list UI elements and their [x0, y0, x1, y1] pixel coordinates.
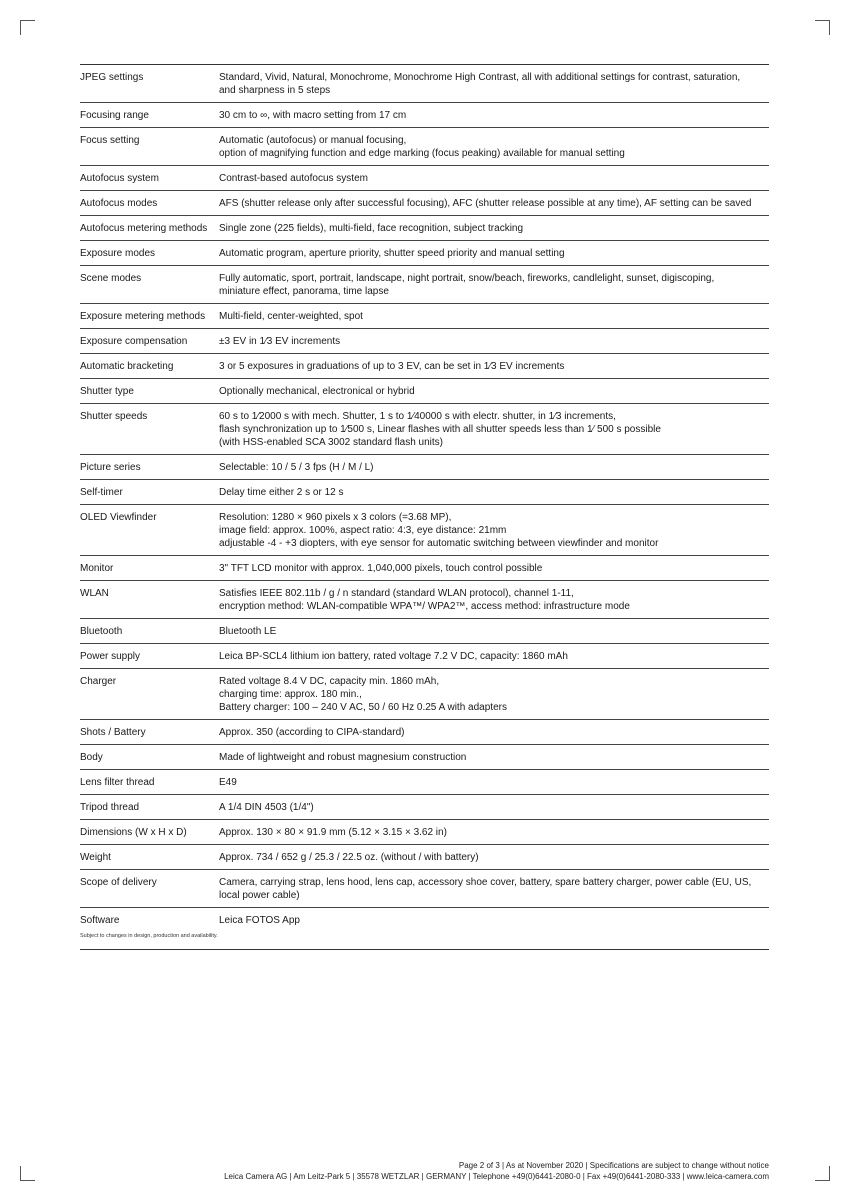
crop-mark-bottom-right — [815, 1166, 830, 1181]
spec-value — [219, 562, 769, 575]
spec-value — [219, 385, 769, 398]
spec-value-line: Automatic program, aperture priority, shutter speed priority and manual setting — [219, 248, 565, 259]
spec-label: Weight — [80, 852, 111, 863]
spec-value-line: Battery charger: 100 – 240 V AC, 50 / 60 Hz 0.25 A with adapters — [219, 702, 507, 713]
spec-row — [80, 908, 769, 949]
spec-label: WLAN — [80, 588, 109, 599]
spec-value-line: 3 or 5 exposures in graduations of up to 3 EV, can be set in 1⁄3 EV increments — [219, 361, 565, 372]
spec-label: Scene modes — [80, 273, 142, 284]
spec-row — [80, 795, 769, 820]
spec-value-line: Camera, carrying strap, lens hood, lens cap, accessory shoe cover, battery, spare battery charger, power cable (EU, US, — [219, 877, 752, 888]
spec-value — [219, 360, 769, 373]
spec-label: Scope of delivery — [80, 877, 157, 888]
spec-value-line: 30 cm to ∞, with macro setting from 17 cm — [219, 110, 407, 121]
spec-label: Shutter speeds — [80, 411, 148, 422]
spec-value-line: encryption method: WLAN-compatible WPA™/ WPA2™, access method: infrastructure mode — [219, 601, 630, 612]
spec-row — [80, 870, 769, 908]
spec-value — [219, 776, 769, 789]
spec-label: Focusing range — [80, 110, 149, 121]
footer-page-info: Page 2 of 3 | As at November 2020 | Specifications are subject to change without notice — [458, 1161, 769, 1170]
spec-label: Lens filter thread — [80, 777, 155, 788]
spec-row — [80, 669, 769, 720]
spec-value-line: E49 — [219, 777, 237, 788]
spec-value-line: miniature effect, panorama, time lapse — [219, 286, 389, 297]
spec-label: Power supply — [80, 651, 141, 662]
spec-value — [219, 410, 769, 449]
spec-row — [80, 845, 769, 870]
spec-value — [219, 222, 769, 235]
spec-label: JPEG settings — [80, 72, 144, 83]
spec-value-line: Rated voltage 8.4 V DC, capacity min. 1860 mAh, — [219, 676, 440, 687]
spec-value-line: AFS (shutter release only after successful focusing), AFC (shutter release possible at any time), AF setting can be saved — [219, 198, 752, 209]
spec-value — [219, 650, 769, 663]
spec-label: Dimensions (W x H x D) — [80, 827, 187, 838]
spec-value — [219, 511, 769, 550]
spec-value-line: charging time: approx. 180 min., — [219, 689, 362, 700]
spec-row — [80, 455, 769, 480]
spec-value-line: local power cable) — [219, 890, 300, 901]
spec-label: Bluetooth — [80, 626, 123, 637]
spec-label: Body — [80, 752, 103, 763]
spec-value-line: and sharpness in 5 steps — [219, 85, 331, 96]
disclaimer-note: Subject to changes in design, production and availability. — [80, 933, 218, 939]
spec-value — [219, 851, 769, 864]
spec-value-line: 60 s to 1⁄2000 s with mech. Shutter, 1 s to 1⁄40000 s with electr. shutter, in 1⁄3 increments, — [219, 411, 616, 422]
crop-mark-top-left — [20, 20, 35, 35]
spec-label: Monitor — [80, 563, 114, 574]
spec-row — [80, 619, 769, 644]
spec-row — [80, 266, 769, 304]
spec-value-line: Approx. 734 / 652 g / 25.3 / 22.5 oz. (without / with battery) — [219, 852, 479, 863]
spec-label: Autofocus metering methods — [80, 223, 208, 234]
spec-row — [80, 480, 769, 505]
spec-value-line: image field: approx. 100%, aspect ratio: 4:3, eye distance: 21mm — [219, 525, 507, 536]
spec-row — [80, 65, 769, 103]
spec-label: Self-timer — [80, 487, 123, 498]
spec-row — [80, 745, 769, 770]
spec-row — [80, 581, 769, 619]
spec-value — [219, 172, 769, 185]
spec-value — [219, 625, 769, 638]
spec-label: Automatic bracketing — [80, 361, 174, 372]
spec-label: Focus setting — [80, 135, 140, 146]
spec-value — [219, 461, 769, 474]
spec-label: OLED Viewfinder — [80, 512, 157, 523]
spec-row — [80, 191, 769, 216]
spec-value-line: Contrast-based autofocus system — [219, 173, 368, 184]
spec-label: Software — [80, 915, 120, 926]
spec-value-line: Standard, Vivid, Natural, Monochrome, Monochrome High Contrast, all with additional settings for contrast, saturation, — [219, 72, 741, 83]
spec-row — [80, 505, 769, 556]
spec-label: Autofocus system — [80, 173, 159, 184]
spec-value — [219, 801, 769, 814]
spec-value-line: option of magnifying function and edge marking (focus peaking) available for manual setting — [219, 148, 625, 159]
spec-value-line: Satisfies IEEE 802.11b / g / n standard (standard WLAN protocol), channel 1-11, — [219, 588, 574, 599]
spec-value — [219, 71, 769, 97]
crop-mark-top-right — [815, 20, 830, 35]
spec-value-line: 3" TFT LCD monitor with approx. 1,040,000 pixels, touch control possible — [219, 563, 543, 574]
spec-value-line: Approx. 130 × 80 × 91.9 mm (5.12 × 3.15 × 3.62 in) — [219, 827, 447, 838]
spec-value — [219, 751, 769, 764]
spec-value-line: Selectable: 10 / 5 / 3 fps (H / M / L) — [219, 462, 374, 473]
spec-label: Exposure metering methods — [80, 311, 206, 322]
spec-row — [80, 103, 769, 128]
spec-row — [80, 128, 769, 166]
spec-value — [219, 587, 769, 613]
spec-row — [80, 556, 769, 581]
spec-value-line: Bluetooth LE — [219, 626, 277, 637]
spec-value-line: Optionally mechanical, electronical or hybrid — [219, 386, 415, 397]
spec-row — [80, 820, 769, 845]
spec-value — [219, 134, 769, 160]
spec-value — [219, 109, 769, 122]
spec-value — [219, 726, 769, 739]
spec-value-line: Leica BP-SCL4 lithium ion battery, rated voltage 7.2 V DC, capacity: 1860 mAh — [219, 651, 568, 662]
spec-label: Tripod thread — [80, 802, 140, 813]
spec-label: Exposure modes — [80, 248, 156, 259]
spec-value-line: Resolution: 1280 × 960 pixels x 3 colors (=3.68 MP), — [219, 512, 452, 523]
spec-row — [80, 404, 769, 455]
spec-value — [219, 826, 769, 839]
spec-value — [219, 876, 769, 902]
spec-table — [80, 64, 769, 950]
spec-value-line: Made of lightweight and robust magnesium construction — [219, 752, 467, 763]
spec-value — [219, 486, 769, 499]
spec-row — [80, 644, 769, 669]
spec-value-line: Delay time either 2 s or 12 s — [219, 487, 344, 498]
spec-value — [219, 335, 769, 348]
spec-value — [219, 247, 769, 260]
page-footer — [224, 1160, 769, 1182]
spec-label: Picture series — [80, 462, 141, 473]
spec-value-line: adjustable -4 - +3 diopters, with eye sensor for automatic switching between viewfinder and monitor — [219, 538, 659, 549]
spec-value-line: Approx. 350 (according to CIPA-standard) — [219, 727, 405, 738]
spec-value — [219, 272, 769, 298]
spec-value — [219, 675, 769, 714]
spec-row — [80, 354, 769, 379]
spec-label: Autofocus modes — [80, 198, 158, 209]
crop-mark-bottom-left — [20, 1166, 35, 1181]
spec-value-line: Automatic (autofocus) or manual focusing, — [219, 135, 407, 146]
spec-value-line: Multi-field, center-weighted, spot — [219, 311, 363, 322]
spec-row — [80, 166, 769, 191]
spec-value-line: Fully automatic, sport, portrait, landscape, night portrait, snow/beach, fireworks, candlelight, sunset, digiscoping, — [219, 273, 715, 284]
spec-label: Shots / Battery — [80, 727, 146, 738]
spec-value-line: Leica FOTOS App — [219, 915, 300, 926]
spec-row — [80, 720, 769, 745]
spec-row — [80, 304, 769, 329]
spec-row — [80, 216, 769, 241]
spec-value-line: (with HSS-enabled SCA 3002 standard flash units) — [219, 437, 444, 448]
spec-label: Shutter type — [80, 386, 134, 397]
spec-value — [219, 197, 769, 210]
spec-value — [219, 310, 769, 323]
spec-label: Exposure compensation — [80, 336, 188, 347]
spec-row — [80, 770, 769, 795]
spec-row — [80, 241, 769, 266]
spec-value — [219, 914, 769, 927]
spec-value-line: Single zone (225 fields), multi-field, face recognition, subject tracking — [219, 223, 524, 234]
footer-company-info: Leica Camera AG | Am Leitz-Park 5 | 35578 WETZLAR | GERMANY | Telephone +49(0)6441-2080-0 | Fax +49(0)6441-2080-333 | www.leica-camera.com — [224, 1172, 769, 1181]
spec-row — [80, 329, 769, 354]
spec-row — [80, 379, 769, 404]
spec-label: Charger — [80, 676, 117, 687]
spec-value-line: ±3 EV in 1⁄3 EV increments — [219, 336, 341, 347]
spec-value-line: flash synchronization up to 1⁄500 s, Linear flashes with all shutter speeds less than 1⁄ 500 s possible — [219, 424, 661, 435]
spec-value-line: A 1/4 DIN 4503 (1/4") — [219, 802, 314, 813]
